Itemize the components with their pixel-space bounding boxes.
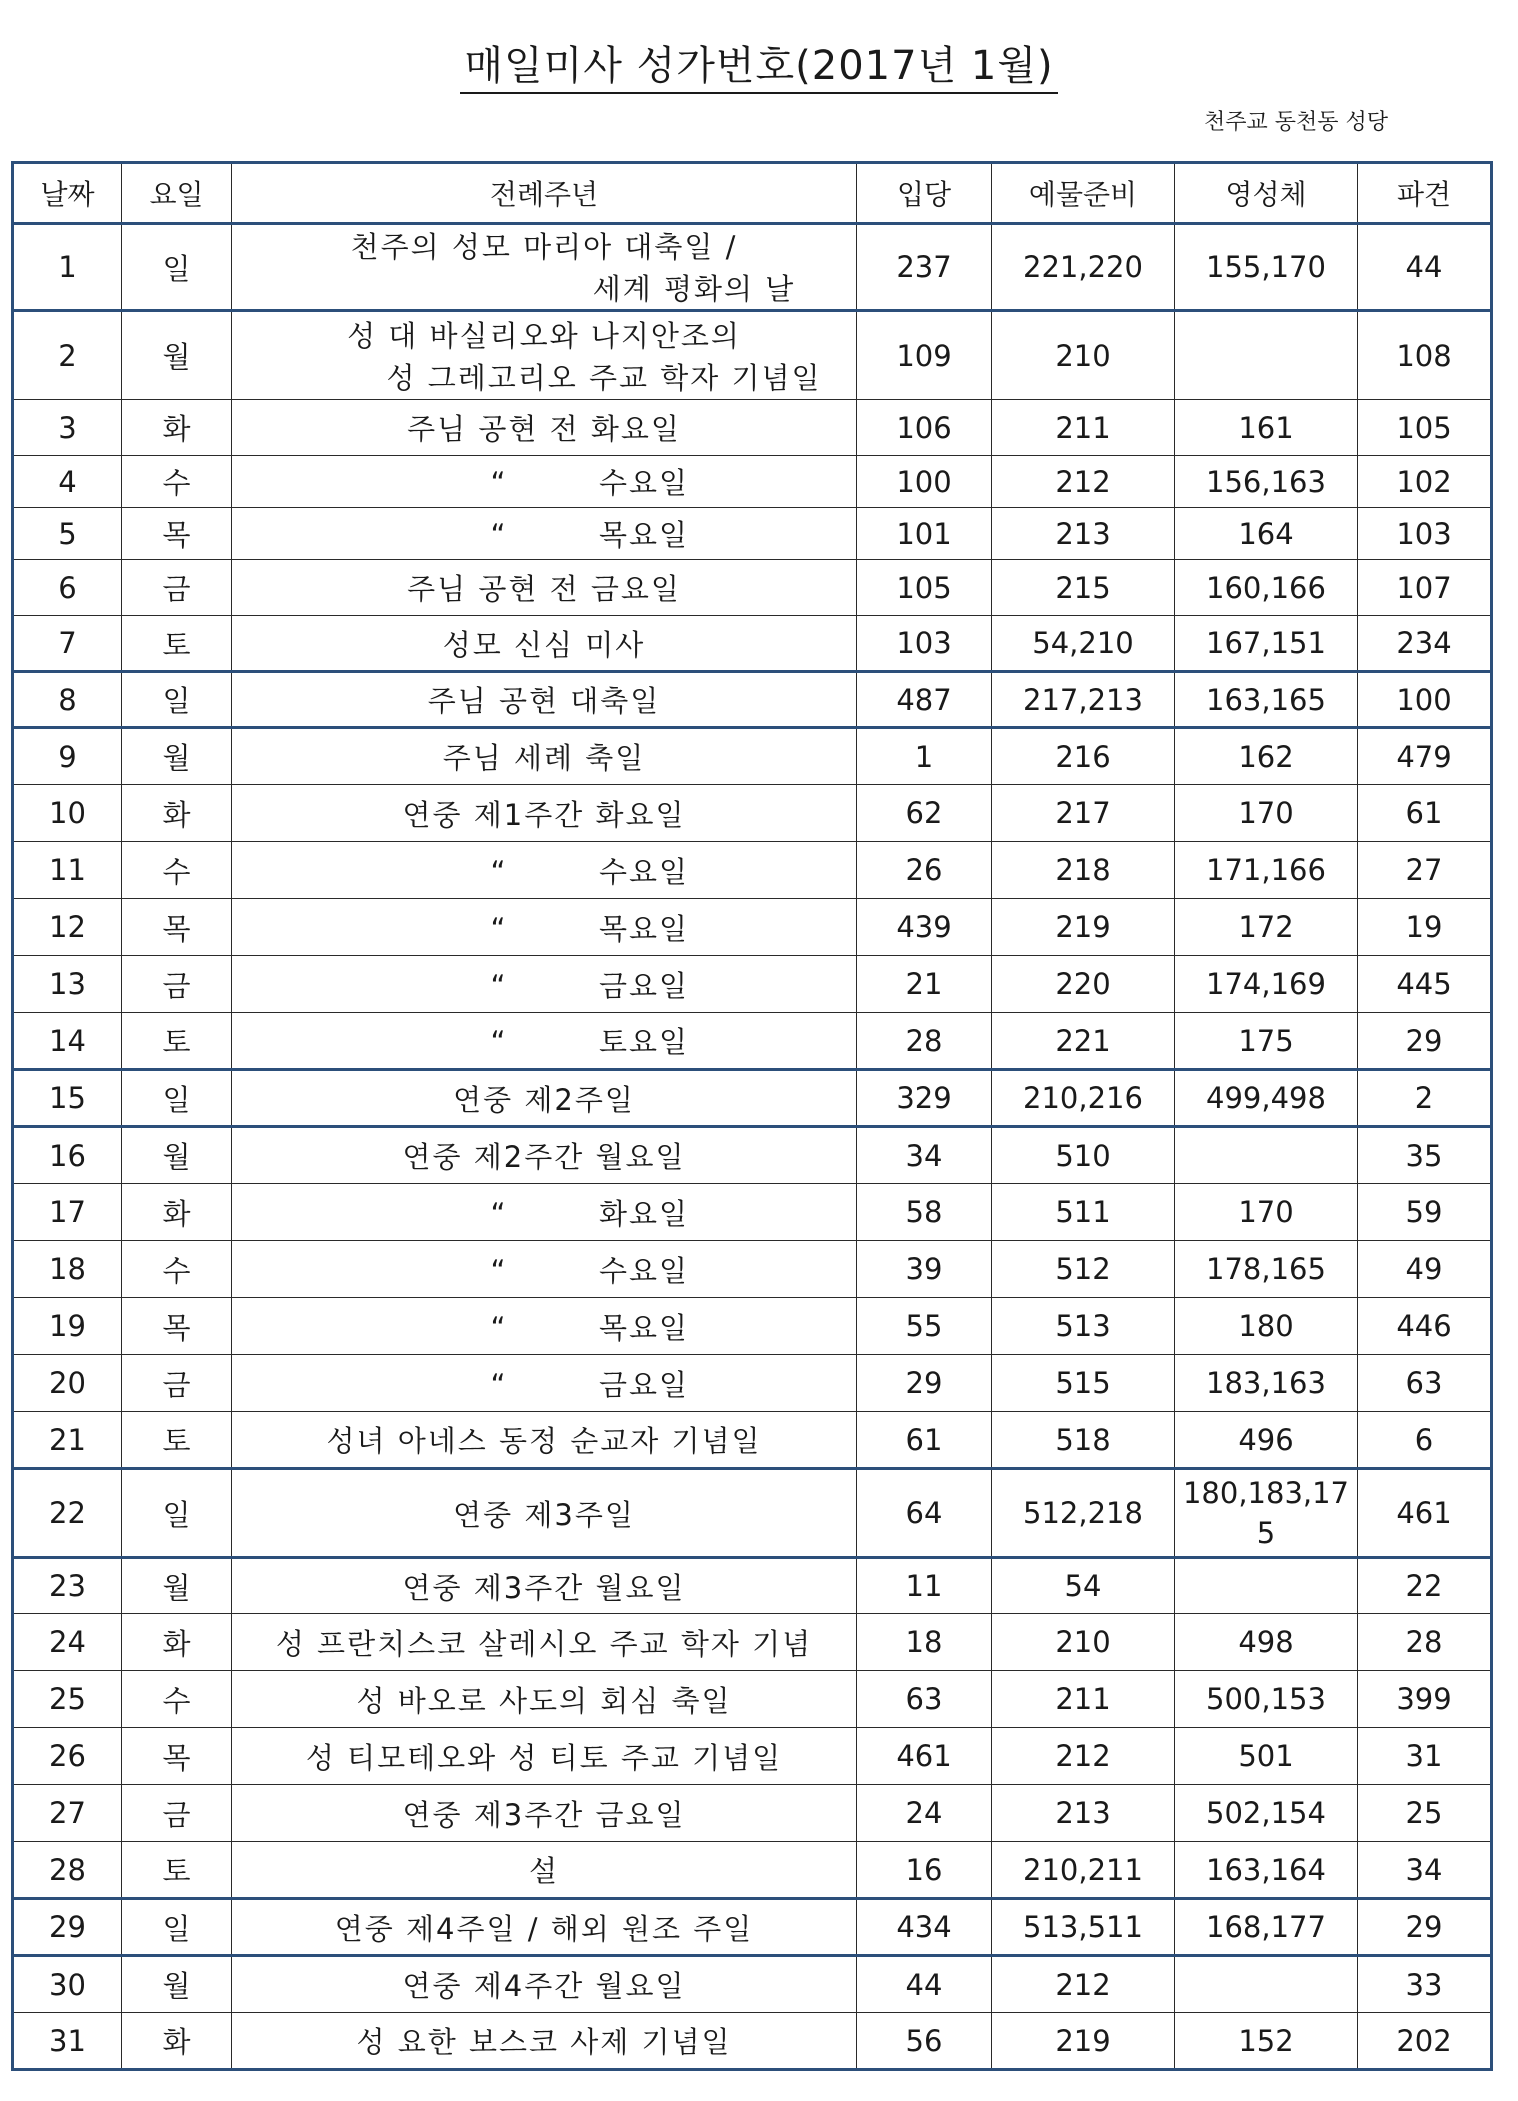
- cell-communion: 180: [1175, 1298, 1358, 1355]
- table-row: [13, 672, 1492, 728]
- cell-communion: 160,166: [1175, 560, 1358, 616]
- liturgy-line-2: 성 그레고리오 주교 학자 기념일: [386, 360, 822, 395]
- liturgy-text: 수요일: [598, 466, 690, 500]
- cell-communion: 170: [1175, 1184, 1358, 1241]
- header-dismissal: 파견: [1358, 163, 1492, 224]
- ditto-mark: “: [490, 1025, 508, 1059]
- ditto-mark: “: [490, 911, 508, 946]
- cell-communion: 155,170: [1175, 224, 1358, 311]
- cell-entrance: 28: [857, 1013, 992, 1070]
- cell-communion: 164: [1175, 508, 1358, 560]
- cell-liturgy: [232, 224, 857, 311]
- cell-date: 29: [13, 1899, 122, 1956]
- ditto-mark: “: [490, 518, 508, 552]
- table-row: [13, 1184, 1492, 1241]
- cell-date: 17: [13, 1184, 122, 1241]
- cell-communion: [1175, 1956, 1358, 2013]
- cell-offertory: 212: [992, 1728, 1175, 1785]
- cell-liturgy: 성 요한 보스코 사제 기념일: [232, 2013, 857, 2070]
- cell-date: 24: [13, 1614, 122, 1671]
- cell-entrance: 58: [857, 1184, 992, 1241]
- cell-offertory: 210: [992, 1614, 1175, 1671]
- cell-dismissal: 34: [1358, 1842, 1492, 1899]
- cell-communion: 167,151: [1175, 616, 1358, 672]
- cell-communion: [1175, 311, 1358, 400]
- cell-communion: 500,153: [1175, 1671, 1358, 1728]
- ditto-mark: “: [490, 1367, 508, 1402]
- cell-day: 목: [122, 1298, 232, 1355]
- cell-liturgy: 주님 공현 전 화요일: [232, 400, 857, 456]
- table-row: [13, 560, 1492, 616]
- liturgy-text: 토요일: [598, 1025, 690, 1059]
- table-row: [13, 1842, 1492, 1899]
- cell-dismissal: 105: [1358, 400, 1492, 456]
- cell-date: 23: [13, 1558, 122, 1614]
- table-row: [13, 842, 1492, 899]
- cell-date: 7: [13, 616, 122, 672]
- cell-day: 화: [122, 1184, 232, 1241]
- cell-day: 월: [122, 1558, 232, 1614]
- cell-communion: 499,498: [1175, 1070, 1358, 1127]
- page-title-text: 매일미사 성가번호(2017년 1월): [460, 40, 1057, 94]
- cell-liturgy: 연중 제3주간 금요일: [232, 1785, 857, 1842]
- ditto-mark: “: [490, 1253, 508, 1288]
- cell-entrance: 101: [857, 508, 992, 560]
- table-row: [13, 1412, 1492, 1469]
- cell-entrance: 62: [857, 785, 992, 842]
- cell-date: 16: [13, 1127, 122, 1184]
- cell-day: 토: [122, 1842, 232, 1899]
- liturgy-line-1: 성 대 바실리오와 나지안조의: [347, 318, 741, 353]
- cell-liturgy: [232, 456, 857, 508]
- cell-date: 21: [13, 1412, 122, 1469]
- cell-communion: 174,169: [1175, 956, 1358, 1013]
- liturgy-text: 목요일: [598, 911, 690, 946]
- liturgy-text: 목요일: [598, 1310, 690, 1345]
- cell-entrance: 487: [857, 672, 992, 728]
- cell-communion: 170: [1175, 785, 1358, 842]
- cell-entrance: 103: [857, 616, 992, 672]
- cell-liturgy: [232, 1013, 857, 1070]
- cell-communion: 498: [1175, 1614, 1358, 1671]
- cell-date: 14: [13, 1013, 122, 1070]
- cell-communion: 502,154: [1175, 1785, 1358, 1842]
- cell-offertory: 219: [992, 899, 1175, 956]
- cell-day: 월: [122, 311, 232, 400]
- cell-dismissal: 61: [1358, 785, 1492, 842]
- cell-date: 27: [13, 1785, 122, 1842]
- cell-day: 화: [122, 400, 232, 456]
- cell-entrance: 461: [857, 1728, 992, 1785]
- cell-date: 11: [13, 842, 122, 899]
- table-row: [13, 456, 1492, 508]
- table-row: [13, 1013, 1492, 1070]
- cell-liturgy: [232, 842, 857, 899]
- cell-day: 일: [122, 672, 232, 728]
- cell-date: 4: [13, 456, 122, 508]
- cell-entrance: 55: [857, 1298, 992, 1355]
- table-row: [13, 311, 1492, 400]
- cell-dismissal: 63: [1358, 1355, 1492, 1412]
- cell-dismissal: 446: [1358, 1298, 1492, 1355]
- cell-liturgy: [232, 508, 857, 560]
- cell-liturgy: 연중 제4주일 / 해외 원조 주일: [232, 1899, 857, 1956]
- cell-offertory: 212: [992, 456, 1175, 508]
- cell-entrance: 439: [857, 899, 992, 956]
- cell-communion: 172: [1175, 899, 1358, 956]
- cell-liturgy: 연중 제2주간 월요일: [232, 1127, 857, 1184]
- cell-entrance: 44: [857, 1956, 992, 2013]
- cell-liturgy: 성녀 아네스 동정 순교자 기념일: [232, 1412, 857, 1469]
- cell-date: 12: [13, 899, 122, 956]
- cell-communion: [1175, 1558, 1358, 1614]
- table-row: [13, 400, 1492, 456]
- liturgy-text: 수요일: [598, 854, 690, 889]
- table-row: [13, 1469, 1492, 1558]
- cell-date: 22: [13, 1469, 122, 1558]
- cell-liturgy: 연중 제3주일: [232, 1469, 857, 1558]
- header-liturgy: 전례주년: [232, 163, 857, 224]
- table-row: [13, 616, 1492, 672]
- cell-day: 토: [122, 616, 232, 672]
- cell-day: 목: [122, 899, 232, 956]
- cell-communion: 162: [1175, 728, 1358, 785]
- table-row: [13, 1956, 1492, 2013]
- table-row: [13, 1614, 1492, 1671]
- cell-liturgy: 성 티모테오와 성 티토 주교 기념일: [232, 1728, 857, 1785]
- cell-offertory: 210: [992, 311, 1175, 400]
- cell-entrance: 61: [857, 1412, 992, 1469]
- cell-day: 월: [122, 1956, 232, 2013]
- table-row: [13, 1728, 1492, 1785]
- cell-liturgy: 주님 공현 전 금요일: [232, 560, 857, 616]
- cell-date: 28: [13, 1842, 122, 1899]
- cell-liturgy: 주님 공현 대축일: [232, 672, 857, 728]
- cell-day: 화: [122, 2013, 232, 2070]
- cell-day: 월: [122, 728, 232, 785]
- table-row: [13, 224, 1492, 311]
- ditto-mark: “: [490, 968, 508, 1003]
- ditto-mark: “: [490, 466, 508, 500]
- header-day: 요일: [122, 163, 232, 224]
- cell-liturgy: [232, 1241, 857, 1298]
- cell-offertory: 217,213: [992, 672, 1175, 728]
- cell-entrance: 106: [857, 400, 992, 456]
- cell-liturgy: 설: [232, 1842, 857, 1899]
- cell-offertory: 219: [992, 2013, 1175, 2070]
- cell-dismissal: 33: [1358, 1956, 1492, 2013]
- cell-offertory: 221,220: [992, 224, 1175, 311]
- cell-offertory: 518: [992, 1412, 1175, 1469]
- table-row: [13, 1127, 1492, 1184]
- cell-entrance: 329: [857, 1070, 992, 1127]
- cell-day: 월: [122, 1127, 232, 1184]
- cell-offertory: 513,511: [992, 1899, 1175, 1956]
- header-date: 날짜: [13, 163, 122, 224]
- cell-entrance: 21: [857, 956, 992, 1013]
- table-row: [13, 899, 1492, 956]
- cell-entrance: 237: [857, 224, 992, 311]
- cell-offertory: 512: [992, 1241, 1175, 1298]
- cell-liturgy: 성 바오로 사도의 회심 축일: [232, 1671, 857, 1728]
- table-row: [13, 1070, 1492, 1127]
- table-row: [13, 1298, 1492, 1355]
- cell-date: 25: [13, 1671, 122, 1728]
- cell-day: 금: [122, 956, 232, 1013]
- cell-entrance: 26: [857, 842, 992, 899]
- cell-offertory: 213: [992, 508, 1175, 560]
- cell-liturgy: [232, 311, 857, 400]
- cell-date: 15: [13, 1070, 122, 1127]
- cell-liturgy: 성 프란치스코 살레시오 주교 학자 기념: [232, 1614, 857, 1671]
- cell-date: 30: [13, 1956, 122, 2013]
- cell-entrance: 100: [857, 456, 992, 508]
- cell-entrance: 63: [857, 1671, 992, 1728]
- cell-communion: 161: [1175, 400, 1358, 456]
- ditto-mark: “: [490, 854, 508, 889]
- cell-day: 수: [122, 456, 232, 508]
- cell-entrance: 18: [857, 1614, 992, 1671]
- cell-offertory: 512,218: [992, 1469, 1175, 1558]
- cell-communion: 501: [1175, 1728, 1358, 1785]
- cell-liturgy: [232, 1355, 857, 1412]
- table-row: [13, 956, 1492, 1013]
- cell-communion: 496: [1175, 1412, 1358, 1469]
- cell-offertory: 511: [992, 1184, 1175, 1241]
- cell-dismissal: 27: [1358, 842, 1492, 899]
- cell-entrance: 1: [857, 728, 992, 785]
- cell-dismissal: 2: [1358, 1070, 1492, 1127]
- liturgy-text: 화요일: [598, 1196, 690, 1231]
- cell-offertory: 220: [992, 956, 1175, 1013]
- cell-dismissal: 107: [1358, 560, 1492, 616]
- cell-liturgy: 성모 신심 미사: [232, 616, 857, 672]
- cell-dismissal: 399: [1358, 1671, 1492, 1728]
- cell-day: 수: [122, 1241, 232, 1298]
- cell-offertory: 515: [992, 1355, 1175, 1412]
- cell-liturgy: [232, 1184, 857, 1241]
- cell-date: 1: [13, 224, 122, 311]
- cell-date: 13: [13, 956, 122, 1013]
- liturgy-line-1: 천주의 성모 마리아 대축일 /: [350, 230, 738, 264]
- cell-offertory: 212: [992, 1956, 1175, 2013]
- cell-communion: 180,183,175: [1175, 1469, 1358, 1558]
- cell-dismissal: 44: [1358, 224, 1492, 311]
- cell-date: 18: [13, 1241, 122, 1298]
- table-row: [13, 728, 1492, 785]
- cell-day: 수: [122, 842, 232, 899]
- cell-entrance: 24: [857, 1785, 992, 1842]
- cell-offertory: 210,216: [992, 1070, 1175, 1127]
- cell-communion: 163,165: [1175, 672, 1358, 728]
- cell-liturgy: 연중 제3주간 월요일: [232, 1558, 857, 1614]
- cell-communion: 175: [1175, 1013, 1358, 1070]
- cell-day: 목: [122, 508, 232, 560]
- cell-day: 화: [122, 1614, 232, 1671]
- cell-dismissal: 35: [1358, 1127, 1492, 1184]
- cell-day: 화: [122, 785, 232, 842]
- cell-dismissal: 29: [1358, 1013, 1492, 1070]
- cell-liturgy: 연중 제1주간 화요일: [232, 785, 857, 842]
- cell-day: 토: [122, 1013, 232, 1070]
- cell-dismissal: 59: [1358, 1184, 1492, 1241]
- cell-liturgy: [232, 1298, 857, 1355]
- cell-communion: 168,177: [1175, 1899, 1358, 1956]
- table-row: [13, 508, 1492, 560]
- cell-date: 3: [13, 400, 122, 456]
- cell-dismissal: 22: [1358, 1558, 1492, 1614]
- cell-date: 20: [13, 1355, 122, 1412]
- cell-day: 일: [122, 1070, 232, 1127]
- cell-dismissal: 103: [1358, 508, 1492, 560]
- cell-offertory: 216: [992, 728, 1175, 785]
- page-title: [0, 38, 1518, 94]
- cell-dismissal: 19: [1358, 899, 1492, 956]
- table-row: [13, 1241, 1492, 1298]
- cell-offertory: 215: [992, 560, 1175, 616]
- cell-day: 일: [122, 224, 232, 311]
- cell-dismissal: 28: [1358, 1614, 1492, 1671]
- cell-entrance: 109: [857, 311, 992, 400]
- cell-communion: 178,165: [1175, 1241, 1358, 1298]
- cell-dismissal: 108: [1358, 311, 1492, 400]
- table-header-row: [13, 163, 1492, 224]
- cell-date: 8: [13, 672, 122, 728]
- cell-offertory: 54,210: [992, 616, 1175, 672]
- table-row: [13, 1899, 1492, 1956]
- table-row: [13, 1558, 1492, 1614]
- table-row: [13, 2013, 1492, 2070]
- cell-offertory: 513: [992, 1298, 1175, 1355]
- parish-name: 천주교 동천동 성당: [1204, 110, 1389, 135]
- cell-dismissal: 102: [1358, 456, 1492, 508]
- cell-entrance: 64: [857, 1469, 992, 1558]
- cell-liturgy: 연중 제4주간 월요일: [232, 1956, 857, 2013]
- cell-dismissal: 6: [1358, 1412, 1492, 1469]
- cell-offertory: 54: [992, 1558, 1175, 1614]
- cell-liturgy: [232, 956, 857, 1013]
- table-row: [13, 1355, 1492, 1412]
- header-entrance: 입당: [857, 163, 992, 224]
- liturgy-text: 금요일: [598, 968, 690, 1003]
- cell-dismissal: 202: [1358, 2013, 1492, 2070]
- cell-offertory: 211: [992, 400, 1175, 456]
- cell-liturgy: 주님 세례 축일: [232, 728, 857, 785]
- cell-entrance: 434: [857, 1899, 992, 1956]
- liturgy-text: 금요일: [598, 1367, 690, 1402]
- cell-offertory: 210,211: [992, 1842, 1175, 1899]
- liturgy-text: 목요일: [598, 518, 690, 552]
- cell-day: 금: [122, 1785, 232, 1842]
- cell-day: 목: [122, 1728, 232, 1785]
- cell-dismissal: 100: [1358, 672, 1492, 728]
- cell-entrance: 16: [857, 1842, 992, 1899]
- cell-offertory: 213: [992, 1785, 1175, 1842]
- cell-date: 2: [13, 311, 122, 400]
- cell-date: 19: [13, 1298, 122, 1355]
- cell-date: 9: [13, 728, 122, 785]
- cell-communion: 152: [1175, 2013, 1358, 2070]
- cell-date: 26: [13, 1728, 122, 1785]
- ditto-mark: “: [490, 1310, 508, 1345]
- cell-entrance: 11: [857, 1558, 992, 1614]
- cell-dismissal: 234: [1358, 616, 1492, 672]
- cell-dismissal: 461: [1358, 1469, 1492, 1558]
- cell-dismissal: 29: [1358, 1899, 1492, 1956]
- cell-communion: 156,163: [1175, 456, 1358, 508]
- cell-offertory: 218: [992, 842, 1175, 899]
- cell-date: 10: [13, 785, 122, 842]
- cell-offertory: 510: [992, 1127, 1175, 1184]
- cell-day: 수: [122, 1671, 232, 1728]
- ditto-mark: “: [490, 1196, 508, 1231]
- cell-date: 6: [13, 560, 122, 616]
- table-row: [13, 1785, 1492, 1842]
- cell-date: 31: [13, 2013, 122, 2070]
- cell-dismissal: 445: [1358, 956, 1492, 1013]
- header-communion: 영성체: [1175, 163, 1358, 224]
- cell-day: 토: [122, 1412, 232, 1469]
- cell-day: 일: [122, 1899, 232, 1956]
- cell-communion: 163,164: [1175, 1842, 1358, 1899]
- cell-liturgy: 연중 제2주일: [232, 1070, 857, 1127]
- cell-dismissal: 31: [1358, 1728, 1492, 1785]
- cell-date: 5: [13, 508, 122, 560]
- cell-entrance: 56: [857, 2013, 992, 2070]
- cell-communion: 183,163: [1175, 1355, 1358, 1412]
- cell-communion: [1175, 1127, 1358, 1184]
- header-offertory: 예물준비: [992, 163, 1175, 224]
- cell-entrance: 34: [857, 1127, 992, 1184]
- table-row: [13, 1671, 1492, 1728]
- cell-entrance: 39: [857, 1241, 992, 1298]
- cell-day: 일: [122, 1469, 232, 1558]
- liturgy-line-2: 세계 평화의 날: [592, 272, 796, 306]
- table-body: [13, 224, 1492, 2070]
- cell-dismissal: 25: [1358, 1785, 1492, 1842]
- liturgy-text: 수요일: [598, 1253, 690, 1288]
- cell-dismissal: 49: [1358, 1241, 1492, 1298]
- cell-offertory: 217: [992, 785, 1175, 842]
- cell-day: 금: [122, 560, 232, 616]
- cell-dismissal: 479: [1358, 728, 1492, 785]
- cell-communion: 171,166: [1175, 842, 1358, 899]
- cell-entrance: 105: [857, 560, 992, 616]
- cell-offertory: 221: [992, 1013, 1175, 1070]
- table-row: [13, 785, 1492, 842]
- cell-offertory: 211: [992, 1671, 1175, 1728]
- cell-liturgy: [232, 899, 857, 956]
- cell-day: 금: [122, 1355, 232, 1412]
- hymn-schedule-table: [11, 161, 1493, 2071]
- cell-entrance: 29: [857, 1355, 992, 1412]
